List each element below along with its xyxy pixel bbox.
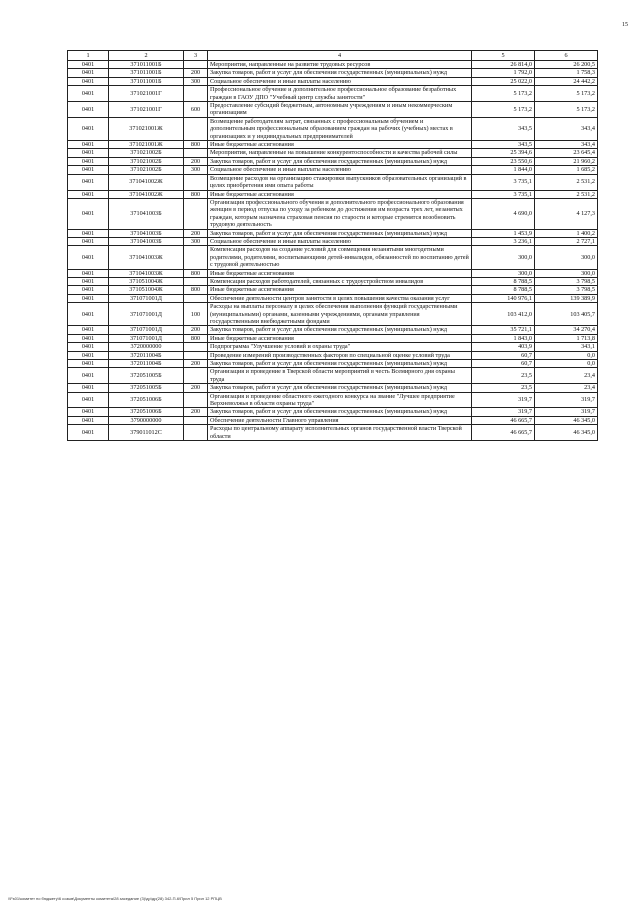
item-name-cell: Расходы по центральному аппарату исполнительных органов государственной власти Тверской области bbox=[208, 425, 472, 441]
expense-type-cell bbox=[184, 149, 208, 157]
section-code-cell: 0401 bbox=[68, 334, 109, 342]
executed-amount-cell: 319,7 bbox=[535, 408, 598, 416]
executed-amount-cell: 23,4 bbox=[535, 368, 598, 384]
planned-amount-cell: 60,7 bbox=[472, 360, 535, 368]
target-article-cell: 371021001Ж bbox=[109, 117, 184, 140]
executed-amount-cell: 1 713,8 bbox=[535, 334, 598, 342]
expense-type-cell: 800 bbox=[184, 269, 208, 277]
file-path-footer: \\Fs01\комитет по бюджету\6 созыв\Документы комитета\28 заседание (3)\др\др(28) 342-П-6\Прил 5 Прил 12 РПЦВ bbox=[8, 896, 222, 901]
item-name-cell: Мероприятия, направленные на повышение конкурентоспособности и качества рабочей силы bbox=[208, 149, 472, 157]
section-code-cell: 0401 bbox=[68, 149, 109, 157]
table-row bbox=[68, 174, 598, 190]
expense-type-cell: 200 bbox=[184, 408, 208, 416]
table-row bbox=[68, 384, 598, 392]
section-code-cell: 0401 bbox=[68, 416, 109, 424]
planned-amount-cell: 1 453,9 bbox=[472, 229, 535, 237]
expense-type-cell: 100 bbox=[184, 303, 208, 326]
executed-amount-cell: 0,0 bbox=[535, 351, 598, 359]
planned-amount-cell: 23,5 bbox=[472, 384, 535, 392]
item-name-cell: Закупка товаров, работ и услуг для обеспечения государственных (муниципальных) нужд bbox=[208, 326, 472, 334]
section-code-cell: 0401 bbox=[68, 61, 109, 69]
target-article-cell: 372051006Б bbox=[109, 392, 184, 408]
section-code-cell: 0401 bbox=[68, 384, 109, 392]
planned-amount-cell: 403,9 bbox=[472, 343, 535, 351]
section-code-cell: 0401 bbox=[68, 360, 109, 368]
section-code-cell: 0401 bbox=[68, 237, 109, 245]
section-code-cell: 0401 bbox=[68, 351, 109, 359]
planned-amount-cell: 300,0 bbox=[472, 246, 535, 269]
item-name-cell: Компенсация расходов на создание условий для совмещения незанятыми многодетными родителями, родителями, воспитывающими детей-инвалидов, обязанностей по воспитанию детей с трудовой деятельностью bbox=[208, 246, 472, 269]
table-row bbox=[68, 86, 598, 102]
planned-amount-cell: 8 788,5 bbox=[472, 277, 535, 285]
table-row bbox=[68, 229, 598, 237]
table-row bbox=[68, 149, 598, 157]
column-header: 5 bbox=[472, 51, 535, 61]
planned-amount-cell: 3 735,1 bbox=[472, 174, 535, 190]
executed-amount-cell: 26 200,5 bbox=[535, 61, 598, 69]
item-name-cell: Обеспечение деятельности центров занятости в целях повышения качества оказания услуг bbox=[208, 294, 472, 302]
executed-amount-cell: 300,0 bbox=[535, 246, 598, 269]
table-row bbox=[68, 343, 598, 351]
table-row bbox=[68, 360, 598, 368]
table-row bbox=[68, 102, 598, 118]
item-name-cell: Социальное обеспечение и иные выплаты населению bbox=[208, 77, 472, 85]
item-name-cell: Организация и проведение областного ежегодного конкурса на звание "Лучшее предприятие Верхневолжья в области охраны труда" bbox=[208, 392, 472, 408]
planned-amount-cell: 25 022,0 bbox=[472, 77, 535, 85]
expense-type-cell bbox=[184, 86, 208, 102]
expense-type-cell: 300 bbox=[184, 166, 208, 174]
page-number: 15 bbox=[622, 22, 628, 28]
target-article-cell: 371041003Ж bbox=[109, 246, 184, 269]
expense-type-cell: 600 bbox=[184, 102, 208, 118]
executed-amount-cell: 34 270,4 bbox=[535, 326, 598, 334]
planned-amount-cell: 60,7 bbox=[472, 351, 535, 359]
planned-amount-cell: 46 665,7 bbox=[472, 425, 535, 441]
column-header: 3 bbox=[184, 51, 208, 61]
item-name-cell: Социальное обеспечение и иные выплаты населению bbox=[208, 237, 472, 245]
target-article-cell: 371021001Г bbox=[109, 102, 184, 118]
section-code-cell: 0401 bbox=[68, 190, 109, 198]
executed-amount-cell: 2 727,1 bbox=[535, 237, 598, 245]
expense-type-cell: 800 bbox=[184, 190, 208, 198]
item-name-cell: Закупка товаров, работ и услуг для обеспечения государственных (муниципальных) нужд bbox=[208, 157, 472, 165]
column-header: 4 bbox=[208, 51, 472, 61]
section-code-cell: 0401 bbox=[68, 157, 109, 165]
expense-type-cell: 300 bbox=[184, 77, 208, 85]
planned-amount-cell: 3 735,1 bbox=[472, 190, 535, 198]
target-article-cell: 3720000000 bbox=[109, 343, 184, 351]
table-row bbox=[68, 117, 598, 140]
executed-amount-cell: 46 345,0 bbox=[535, 416, 598, 424]
table-row bbox=[68, 416, 598, 424]
planned-amount-cell: 1 843,0 bbox=[472, 334, 535, 342]
executed-amount-cell: 139 389,9 bbox=[535, 294, 598, 302]
table-row bbox=[68, 69, 598, 77]
expense-type-cell: 200 bbox=[184, 69, 208, 77]
section-code-cell: 0401 bbox=[68, 368, 109, 384]
header-row bbox=[68, 51, 598, 61]
target-article-cell: 371051004Ж bbox=[109, 277, 184, 285]
section-code-cell: 0401 bbox=[68, 198, 109, 229]
expense-type-cell bbox=[184, 174, 208, 190]
expense-type-cell bbox=[184, 368, 208, 384]
item-name-cell: Закупка товаров, работ и услуг для обеспечения государственных (муниципальных) нужд bbox=[208, 229, 472, 237]
target-article-cell: 371071001Д bbox=[109, 294, 184, 302]
section-code-cell: 0401 bbox=[68, 117, 109, 140]
planned-amount-cell: 319,7 bbox=[472, 408, 535, 416]
target-article-cell: 371021001Ж bbox=[109, 141, 184, 149]
planned-amount-cell: 319,7 bbox=[472, 392, 535, 408]
planned-amount-cell: 5 173,2 bbox=[472, 102, 535, 118]
target-article-cell: 371071001Д bbox=[109, 326, 184, 334]
planned-amount-cell: 23 550,6 bbox=[472, 157, 535, 165]
section-code-cell: 0401 bbox=[68, 408, 109, 416]
table-row bbox=[68, 425, 598, 441]
item-name-cell: Организация профессионального обучения и дополнительного профессионального образования женщин в период отпуска по уходу за ребенком до достижения им возраста трех лет, незанятых граждан, которым назначена страховая пенсия по старости и которые стремятся возобновить трудовую деятельность bbox=[208, 198, 472, 229]
target-article-cell: 371021002Б bbox=[109, 149, 184, 157]
target-article-cell: 371021002Б bbox=[109, 166, 184, 174]
item-name-cell: Расходы на выплаты персоналу в целях обеспечения выполнения функций государственными (муниципальными) органами, казенными учреждениями, органами управления государственными внебюджетными фондами bbox=[208, 303, 472, 326]
executed-amount-cell: 343,4 bbox=[535, 117, 598, 140]
table-row bbox=[68, 408, 598, 416]
section-code-cell: 0401 bbox=[68, 246, 109, 269]
table-row bbox=[68, 326, 598, 334]
executed-amount-cell: 4 127,3 bbox=[535, 198, 598, 229]
section-code-cell: 0401 bbox=[68, 303, 109, 326]
expense-type-cell bbox=[184, 117, 208, 140]
item-name-cell: Предоставление субсидий бюджетным, автономным учреждениям и иным некоммерческим организациям bbox=[208, 102, 472, 118]
table-row bbox=[68, 277, 598, 285]
planned-amount-cell: 5 173,2 bbox=[472, 86, 535, 102]
item-name-cell: Профессиональное обучение и дополнительное профессиональное образование безработных граждан в ГАОУ ДПО "Учебный центр службы занятости" bbox=[208, 86, 472, 102]
section-code-cell: 0401 bbox=[68, 326, 109, 334]
item-name-cell: Организация и проведение в Тверской области мероприятий в честь Всемирного дня охраны труда bbox=[208, 368, 472, 384]
expense-type-cell bbox=[184, 425, 208, 441]
item-name-cell: Иные бюджетные ассигнования bbox=[208, 286, 472, 294]
executed-amount-cell: 343,1 bbox=[535, 343, 598, 351]
target-article-cell: 371041002Ж bbox=[109, 190, 184, 198]
planned-amount-cell: 343,5 bbox=[472, 117, 535, 140]
section-code-cell: 0401 bbox=[68, 343, 109, 351]
expense-type-cell bbox=[184, 61, 208, 69]
planned-amount-cell: 1 792,0 bbox=[472, 69, 535, 77]
target-article-cell: 372011004Б bbox=[109, 351, 184, 359]
executed-amount-cell: 300,0 bbox=[535, 269, 598, 277]
expense-type-cell bbox=[184, 351, 208, 359]
executed-amount-cell: 23 645,4 bbox=[535, 149, 598, 157]
target-article-cell: 372011004Б bbox=[109, 360, 184, 368]
planned-amount-cell: 8 788,5 bbox=[472, 286, 535, 294]
executed-amount-cell: 1 400,2 bbox=[535, 229, 598, 237]
planned-amount-cell: 25 394,6 bbox=[472, 149, 535, 157]
executed-amount-cell: 23,4 bbox=[535, 384, 598, 392]
budget-table bbox=[67, 50, 598, 441]
executed-amount-cell: 3 798,5 bbox=[535, 286, 598, 294]
table-row bbox=[68, 334, 598, 342]
expense-type-cell bbox=[184, 294, 208, 302]
planned-amount-cell: 140 976,1 bbox=[472, 294, 535, 302]
section-code-cell: 0401 bbox=[68, 229, 109, 237]
planned-amount-cell: 46 665,7 bbox=[472, 416, 535, 424]
expense-type-cell bbox=[184, 416, 208, 424]
column-header: 2 bbox=[109, 51, 184, 61]
section-code-cell: 0401 bbox=[68, 86, 109, 102]
item-name-cell: Подпрограмма "Улучшение условий и охраны труда" bbox=[208, 343, 472, 351]
table-row bbox=[68, 286, 598, 294]
planned-amount-cell: 3 236,1 bbox=[472, 237, 535, 245]
planned-amount-cell: 26 814,0 bbox=[472, 61, 535, 69]
target-article-cell: 371051004Ж bbox=[109, 286, 184, 294]
planned-amount-cell: 300,0 bbox=[472, 269, 535, 277]
table-row bbox=[68, 141, 598, 149]
planned-amount-cell: 1 844,0 bbox=[472, 166, 535, 174]
item-name-cell: Закупка товаров, работ и услуг для обеспечения государственных (муниципальных) нужд bbox=[208, 384, 472, 392]
target-article-cell: 371041003Б bbox=[109, 198, 184, 229]
executed-amount-cell: 3 798,5 bbox=[535, 277, 598, 285]
executed-amount-cell: 1 758,3 bbox=[535, 69, 598, 77]
item-name-cell: Возмещение расходов на организацию стажировки выпускников образовательных организаций в целях приобретения ими опыта работы bbox=[208, 174, 472, 190]
expense-type-cell: 200 bbox=[184, 360, 208, 368]
executed-amount-cell: 24 442,2 bbox=[535, 77, 598, 85]
target-article-cell: 371041003Ж bbox=[109, 269, 184, 277]
target-article-cell: 371011001Б bbox=[109, 69, 184, 77]
expense-type-cell: 200 bbox=[184, 229, 208, 237]
target-article-cell: 371011001Б bbox=[109, 61, 184, 69]
expense-type-cell: 800 bbox=[184, 334, 208, 342]
expense-type-cell bbox=[184, 277, 208, 285]
section-code-cell: 0401 bbox=[68, 286, 109, 294]
item-name-cell: Компенсация расходов работодателей, связанных с трудоустройством инвалидов bbox=[208, 277, 472, 285]
item-name-cell: Иные бюджетные ассигнования bbox=[208, 190, 472, 198]
executed-amount-cell: 103 405,7 bbox=[535, 303, 598, 326]
expense-type-cell bbox=[184, 392, 208, 408]
executed-amount-cell: 21 960,2 bbox=[535, 157, 598, 165]
section-code-cell: 0401 bbox=[68, 166, 109, 174]
executed-amount-cell: 2 531,2 bbox=[535, 190, 598, 198]
table-row bbox=[68, 77, 598, 85]
expense-type-cell bbox=[184, 343, 208, 351]
item-name-cell: Возмещение работодателям затрат, связанных с профессиональным обучением и дополнительным профессиональным образованием граждан на рабочих (учебных) местах в организациях и у индивидуальных предпринимателей bbox=[208, 117, 472, 140]
expense-type-cell: 200 bbox=[184, 384, 208, 392]
expense-type-cell: 200 bbox=[184, 157, 208, 165]
target-article-cell: 371041002Ж bbox=[109, 174, 184, 190]
target-article-cell: 371041003Б bbox=[109, 229, 184, 237]
target-article-cell: 371021002Б bbox=[109, 157, 184, 165]
item-name-cell: Закупка товаров, работ и услуг для обеспечения государственных (муниципальных) нужд bbox=[208, 360, 472, 368]
planned-amount-cell: 103 412,0 bbox=[472, 303, 535, 326]
item-name-cell: Проведение измерений производственных факторов по специальной оценке условий труда bbox=[208, 351, 472, 359]
section-code-cell: 0401 bbox=[68, 141, 109, 149]
section-code-cell: 0401 bbox=[68, 69, 109, 77]
table-body bbox=[68, 61, 598, 441]
item-name-cell: Обеспечение деятельности Главного управления bbox=[208, 416, 472, 424]
expense-type-cell: 800 bbox=[184, 141, 208, 149]
table-row bbox=[68, 303, 598, 326]
planned-amount-cell: 343,5 bbox=[472, 141, 535, 149]
item-name-cell: Иные бюджетные ассигнования bbox=[208, 269, 472, 277]
section-code-cell: 0401 bbox=[68, 392, 109, 408]
table-row bbox=[68, 294, 598, 302]
expense-type-cell bbox=[184, 198, 208, 229]
column-header: 6 bbox=[535, 51, 598, 61]
planned-amount-cell: 4 690,0 bbox=[472, 198, 535, 229]
table-row bbox=[68, 166, 598, 174]
expense-type-cell bbox=[184, 246, 208, 269]
section-code-cell: 0401 bbox=[68, 174, 109, 190]
section-code-cell: 0401 bbox=[68, 294, 109, 302]
target-article-cell: 3790000000 bbox=[109, 416, 184, 424]
planned-amount-cell: 35 721,1 bbox=[472, 326, 535, 334]
table-row bbox=[68, 392, 598, 408]
planned-amount-cell: 23,5 bbox=[472, 368, 535, 384]
item-name-cell: Закупка товаров, работ и услуг для обеспечения государственных (муниципальных) нужд bbox=[208, 408, 472, 416]
target-article-cell: 371071001Д bbox=[109, 334, 184, 342]
expense-type-cell: 300 bbox=[184, 237, 208, 245]
expense-type-cell: 200 bbox=[184, 326, 208, 334]
section-code-cell: 0401 bbox=[68, 269, 109, 277]
table-row bbox=[68, 190, 598, 198]
executed-amount-cell: 0,0 bbox=[535, 360, 598, 368]
executed-amount-cell: 343,4 bbox=[535, 141, 598, 149]
target-article-cell: 371071001Д bbox=[109, 303, 184, 326]
section-code-cell: 0401 bbox=[68, 277, 109, 285]
target-article-cell: 371041003Б bbox=[109, 237, 184, 245]
target-article-cell: 379011012С bbox=[109, 425, 184, 441]
item-name-cell: Иные бюджетные ассигнования bbox=[208, 334, 472, 342]
section-code-cell: 0401 bbox=[68, 77, 109, 85]
executed-amount-cell: 5 173,2 bbox=[535, 86, 598, 102]
table-row bbox=[68, 246, 598, 269]
table-row bbox=[68, 157, 598, 165]
table-row bbox=[68, 351, 598, 359]
table-row bbox=[68, 237, 598, 245]
item-name-cell: Закупка товаров, работ и услуг для обеспечения государственных (муниципальных) нужд bbox=[208, 69, 472, 77]
target-article-cell: 372051005Б bbox=[109, 368, 184, 384]
table-row bbox=[68, 269, 598, 277]
table-row bbox=[68, 198, 598, 229]
section-code-cell: 0401 bbox=[68, 102, 109, 118]
executed-amount-cell: 2 531,2 bbox=[535, 174, 598, 190]
executed-amount-cell: 5 173,2 bbox=[535, 102, 598, 118]
table-row bbox=[68, 368, 598, 384]
target-article-cell: 371021001Г bbox=[109, 86, 184, 102]
section-code-cell: 0401 bbox=[68, 425, 109, 441]
item-name-cell: Иные бюджетные ассигнования bbox=[208, 141, 472, 149]
column-header: 1 bbox=[68, 51, 109, 61]
executed-amount-cell: 46 345,0 bbox=[535, 425, 598, 441]
table-row bbox=[68, 61, 598, 69]
executed-amount-cell: 319,7 bbox=[535, 392, 598, 408]
target-article-cell: 372051005Б bbox=[109, 384, 184, 392]
expense-type-cell: 800 bbox=[184, 286, 208, 294]
executed-amount-cell: 1 685,2 bbox=[535, 166, 598, 174]
item-name-cell: Мероприятия, направленные на развитие трудовых ресурсов bbox=[208, 61, 472, 69]
target-article-cell: 371011001Б bbox=[109, 77, 184, 85]
item-name-cell: Социальное обеспечение и иные выплаты населению bbox=[208, 166, 472, 174]
target-article-cell: 372051006Б bbox=[109, 408, 184, 416]
